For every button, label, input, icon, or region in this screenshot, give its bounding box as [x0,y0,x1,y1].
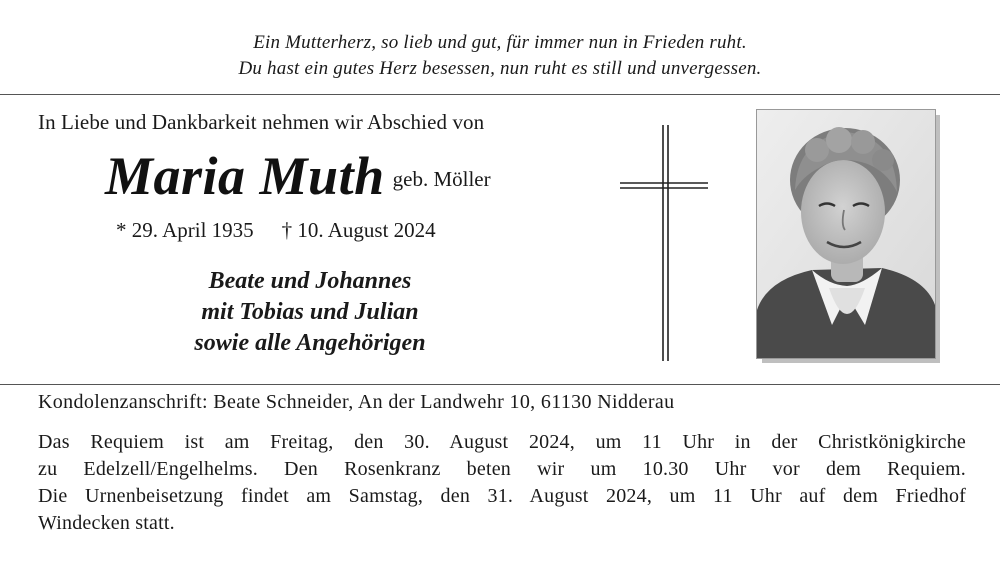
requiem-info [38,429,966,537]
mourners [110,266,510,359]
top-divider [0,94,1000,95]
intro-text: In Liebe und Dankbarkeit nehmen wir Abschied von [38,110,485,134]
motto-line-1: Ein Mutterherz, so lieb und gut, für immer nun in Frieden ruht. [253,32,747,53]
requiem-line-4: Windecken statt. [38,512,175,534]
maiden-name: geb. Möller [392,167,491,191]
motto-line-2: Du hast ein gutes Herz besessen, nun ruht es still und unvergessen. [238,58,762,79]
portrait-photo [756,109,936,359]
motto [0,30,1000,82]
requiem-line-2: zu Edelzell/Engelhelms. Den Rosenkranz beten wir um 10.30 Uhr vor dem Requiem. [38,458,966,480]
cross-icon [620,125,710,370]
life-dates [116,218,436,243]
requiem-line-3: Die Urnenbeisetzung findet am Samstag, den 31. August 2024, um 11 Uhr auf dem Friedhof [38,485,966,507]
death-date: † 10. August 2024 [281,218,436,242]
requiem-line-1: Das Requiem ist am Freitag, den 30. August 2024, um 11 Uhr in der Christkönigkirche [38,431,966,453]
mourners-line-2: mit Tobias und Julian [201,299,419,325]
condolence-address: Kondolenzanschrift: Beate Schneider, An der Landwehr 10, 61130 Nidderau [38,391,675,413]
mourners-line-3: sowie alle Angehörigen [194,330,426,356]
deceased-name: Maria Muth [105,146,385,206]
mourners-line-1: Beate und Johannes [208,268,412,294]
name-line [105,145,491,207]
bottom-divider [0,384,1000,385]
birth-date: * 29. April 1935 [116,218,254,242]
